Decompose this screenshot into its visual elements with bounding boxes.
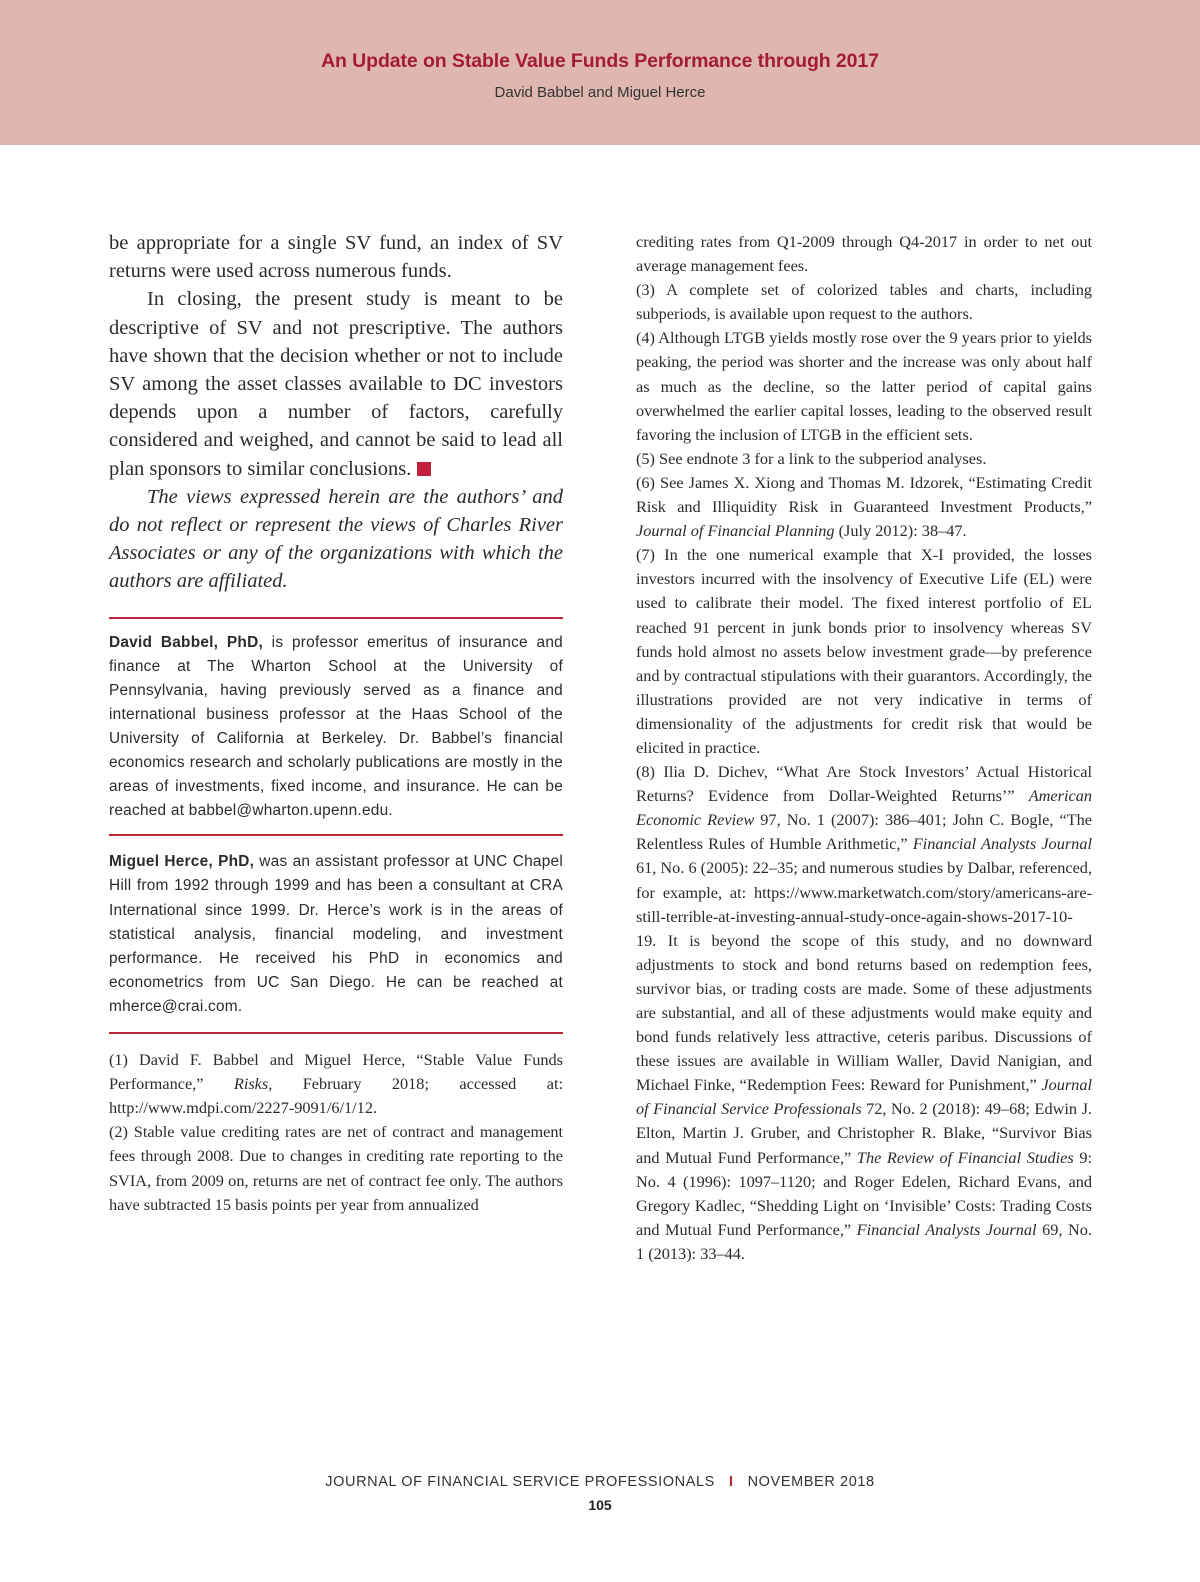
closing-paragraph — [109, 285, 563, 482]
divider — [109, 617, 563, 619]
endnote-text: 97, No. 1 (2007): 386–401; John C. Bogle, “The Relentless Rules of Humble Arithmetic,” — [636, 810, 1093, 854]
endnote-text: 72, No. 2 (2018): 49–68; Edwin J. Elton, Martin J. Gruber, and Christopher R. Blake, “Survivor Bias and Mutual Fund Performance,” — [636, 1099, 1092, 1167]
endnote-journal: Journal of Financial Planning — [636, 521, 835, 541]
endnote-journal: The Review of Financial Studies — [856, 1147, 1074, 1167]
endnote-text: 61, No. 6 (2005): 22–35; and numerous studies by Dalbar, referenced, for example, at: https://www.marketwatch.com/story/americans-are-still-terrible-at-investing-annual-study-once-again-shows-2017-10-19. It is beyond the scope of this study, and no downward adjustments to stock and bond returns based on redemption fees, survivor bias, or trading costs are made. Some of these adjustments are substantial, and all of these adjustments would make equity and bond funds relatively less attractive, ceteris paribus. Discussions of these issues are available in William Waller, David Nanigian, and Michael Finke, “Redemption Fees: Reward for Punishment,” — [636, 858, 1093, 1095]
endnote-text: (1) David F. Babbel and Miguel Herce, “Stable Value Funds Performance,” — [109, 1050, 563, 1094]
author-bio-text: was an assistant professor at UNC Chapel Hill from 1992 through 1999 and has been a consultant at CRA International since 1999. Dr. Herce’s work is in the areas of statistical analysis, financial modeling, and investment performance. He received his PhD in economics and econometrics from UC San Diego. He can be reached at mherce@crai.com. — [109, 853, 564, 1015]
footer-separator: I — [728, 1474, 734, 1490]
page-footer — [0, 1474, 1200, 1513]
author-name: Miguel Herce, PhD, — [109, 853, 255, 871]
endnote-text: (8) Ilia D. Dichev, “What Are Stock Investors’ Actual Historical Returns? Evidence from Dollar-Weighted Returns’” — [636, 762, 1092, 806]
endnote-6 — [636, 471, 1092, 543]
author-name: David Babbel, PhD, — [109, 633, 263, 651]
endnote-8 — [636, 760, 1092, 1266]
endnote-text: (July 2012): 38–47. — [834, 521, 967, 541]
end-of-article-mark — [417, 462, 431, 476]
footer-line — [0, 1474, 1200, 1490]
endnote-journal: Journal of Financial Service Professionals — [636, 1075, 1092, 1119]
closing-paragraph-text: In closing, the present study is meant to be descriptive of SV and not prescriptive. The authors have shown that the decision whether or not to include SV among the asset classes available to DC investors depends upon a number of factors, carefully considered and weighed, and cannot be said to lead all plan sponsors to similar conclusions. — [109, 288, 563, 480]
page-number: 105 — [588, 1497, 612, 1513]
article-title: An Update on Stable Value Funds Performance through 2017 — [321, 50, 879, 72]
endnote-journal: Risks, — [233, 1074, 273, 1094]
divider — [109, 1032, 563, 1034]
endnote-journal: Financial Analysts Journal — [912, 834, 1092, 854]
endnote-2-continued: crediting rates from Q1-2009 through Q4-2017 in order to net out average management fees. — [636, 232, 1092, 276]
disclaimer-paragraph: The views expressed herein are the authors’ and do not reflect or represent the views of Charles River Associates or any of the organizations with which the authors are affiliated. — [109, 485, 563, 593]
left-column — [109, 229, 563, 1217]
issue-date: NOVEMBER 2018 — [747, 1474, 875, 1490]
page-header — [0, 0, 1200, 145]
endnote-text: 69, No. 1 (2013): 33–44. — [636, 1219, 1092, 1263]
endnote-journal: American Economic Review — [636, 786, 1092, 830]
endnote-text: (6) See James X. Xiong and Thomas M. Idzorek, “Estimating Credit Risk and Illiquidity Risk in Guaranteed Investment Products,” — [636, 472, 1092, 517]
divider — [109, 834, 563, 836]
endnote-7: (7) In the one numerical example that X-I provided, the losses investors incurred with the insolvency of Executive Life (EL) were used to calibrate their model. The fixed interest portfolio of EL reached 91 percent in junk bonds prior to insolvency whereas SV funds hold almost no assets below investment grade—by preference and by contractual stipulations with their guarantors. Accordingly, the illustrations provided are not very indicative in terms of dimensionality of the adjustments for credit risk that would be elicited in practice. — [636, 545, 1092, 757]
endnote-4: (4) Although LTGB yields mostly rose over the 9 years prior to yields peaking, the period was shorter and the increase was only about half as much as the decline, so the latter period of capital gains overwhelmed the earlier capital losses, leading to the observed result favoring the inclusion of LTGB in the efficient sets. — [636, 328, 1092, 444]
author-bio-babbel — [109, 631, 563, 824]
body-paragraph: be appropriate for a single SV fund, an index of SV returns were used across numerous funds. — [109, 232, 563, 283]
author-bio-text: is professor emeritus of insurance and finance at The Wharton School at the University of Pennsylvania, having previously served as a finance and international business professor at the Haas School of the University of California at Berkeley. Dr. Babbel’s financial economics research and scholarly publications are mostly in the areas of investments, fixed income, and insurance. He can be reached at babbel@wharton.upenn.edu. — [109, 633, 563, 820]
journal-name: JOURNAL OF FINANCIAL SERVICE PROFESSIONALS — [325, 1474, 715, 1490]
author-bio-herce — [109, 850, 563, 1019]
endnote-text: 9: No. 4 (1996): 1097–1120; and Roger Edelen, Richard Evans, and Gregory Kadlec, “Shedding Light on ‘Invisible’ Costs: Trading Costs and Mutual Fund Performance,” — [636, 1147, 1092, 1239]
endnote-journal: Financial Analysts Journal — [856, 1219, 1037, 1239]
right-column — [636, 230, 1092, 1266]
endnote-2: (2) Stable value crediting rates are net of contract and management fees through 2008. Due to changes in crediting rate reporting to the SVIA, from 2009 on, returns are net of contract fee only. The authors have subtracted 15 basis points per year from annualized — [109, 1122, 563, 1214]
endnote-text: February 2018; accessed at: http://www.mdpi.com/2227-9091/6/1/12. — [109, 1074, 563, 1118]
endnote-1 — [109, 1048, 563, 1120]
endnote-3: (3) A complete set of colorized tables and charts, including subperiods, is available upon request to the authors. — [636, 280, 1092, 324]
article-authors: David Babbel and Miguel Herce — [494, 84, 706, 101]
endnote-5: (5) See endnote 3 for a link to the subperiod analyses. — [636, 448, 987, 468]
